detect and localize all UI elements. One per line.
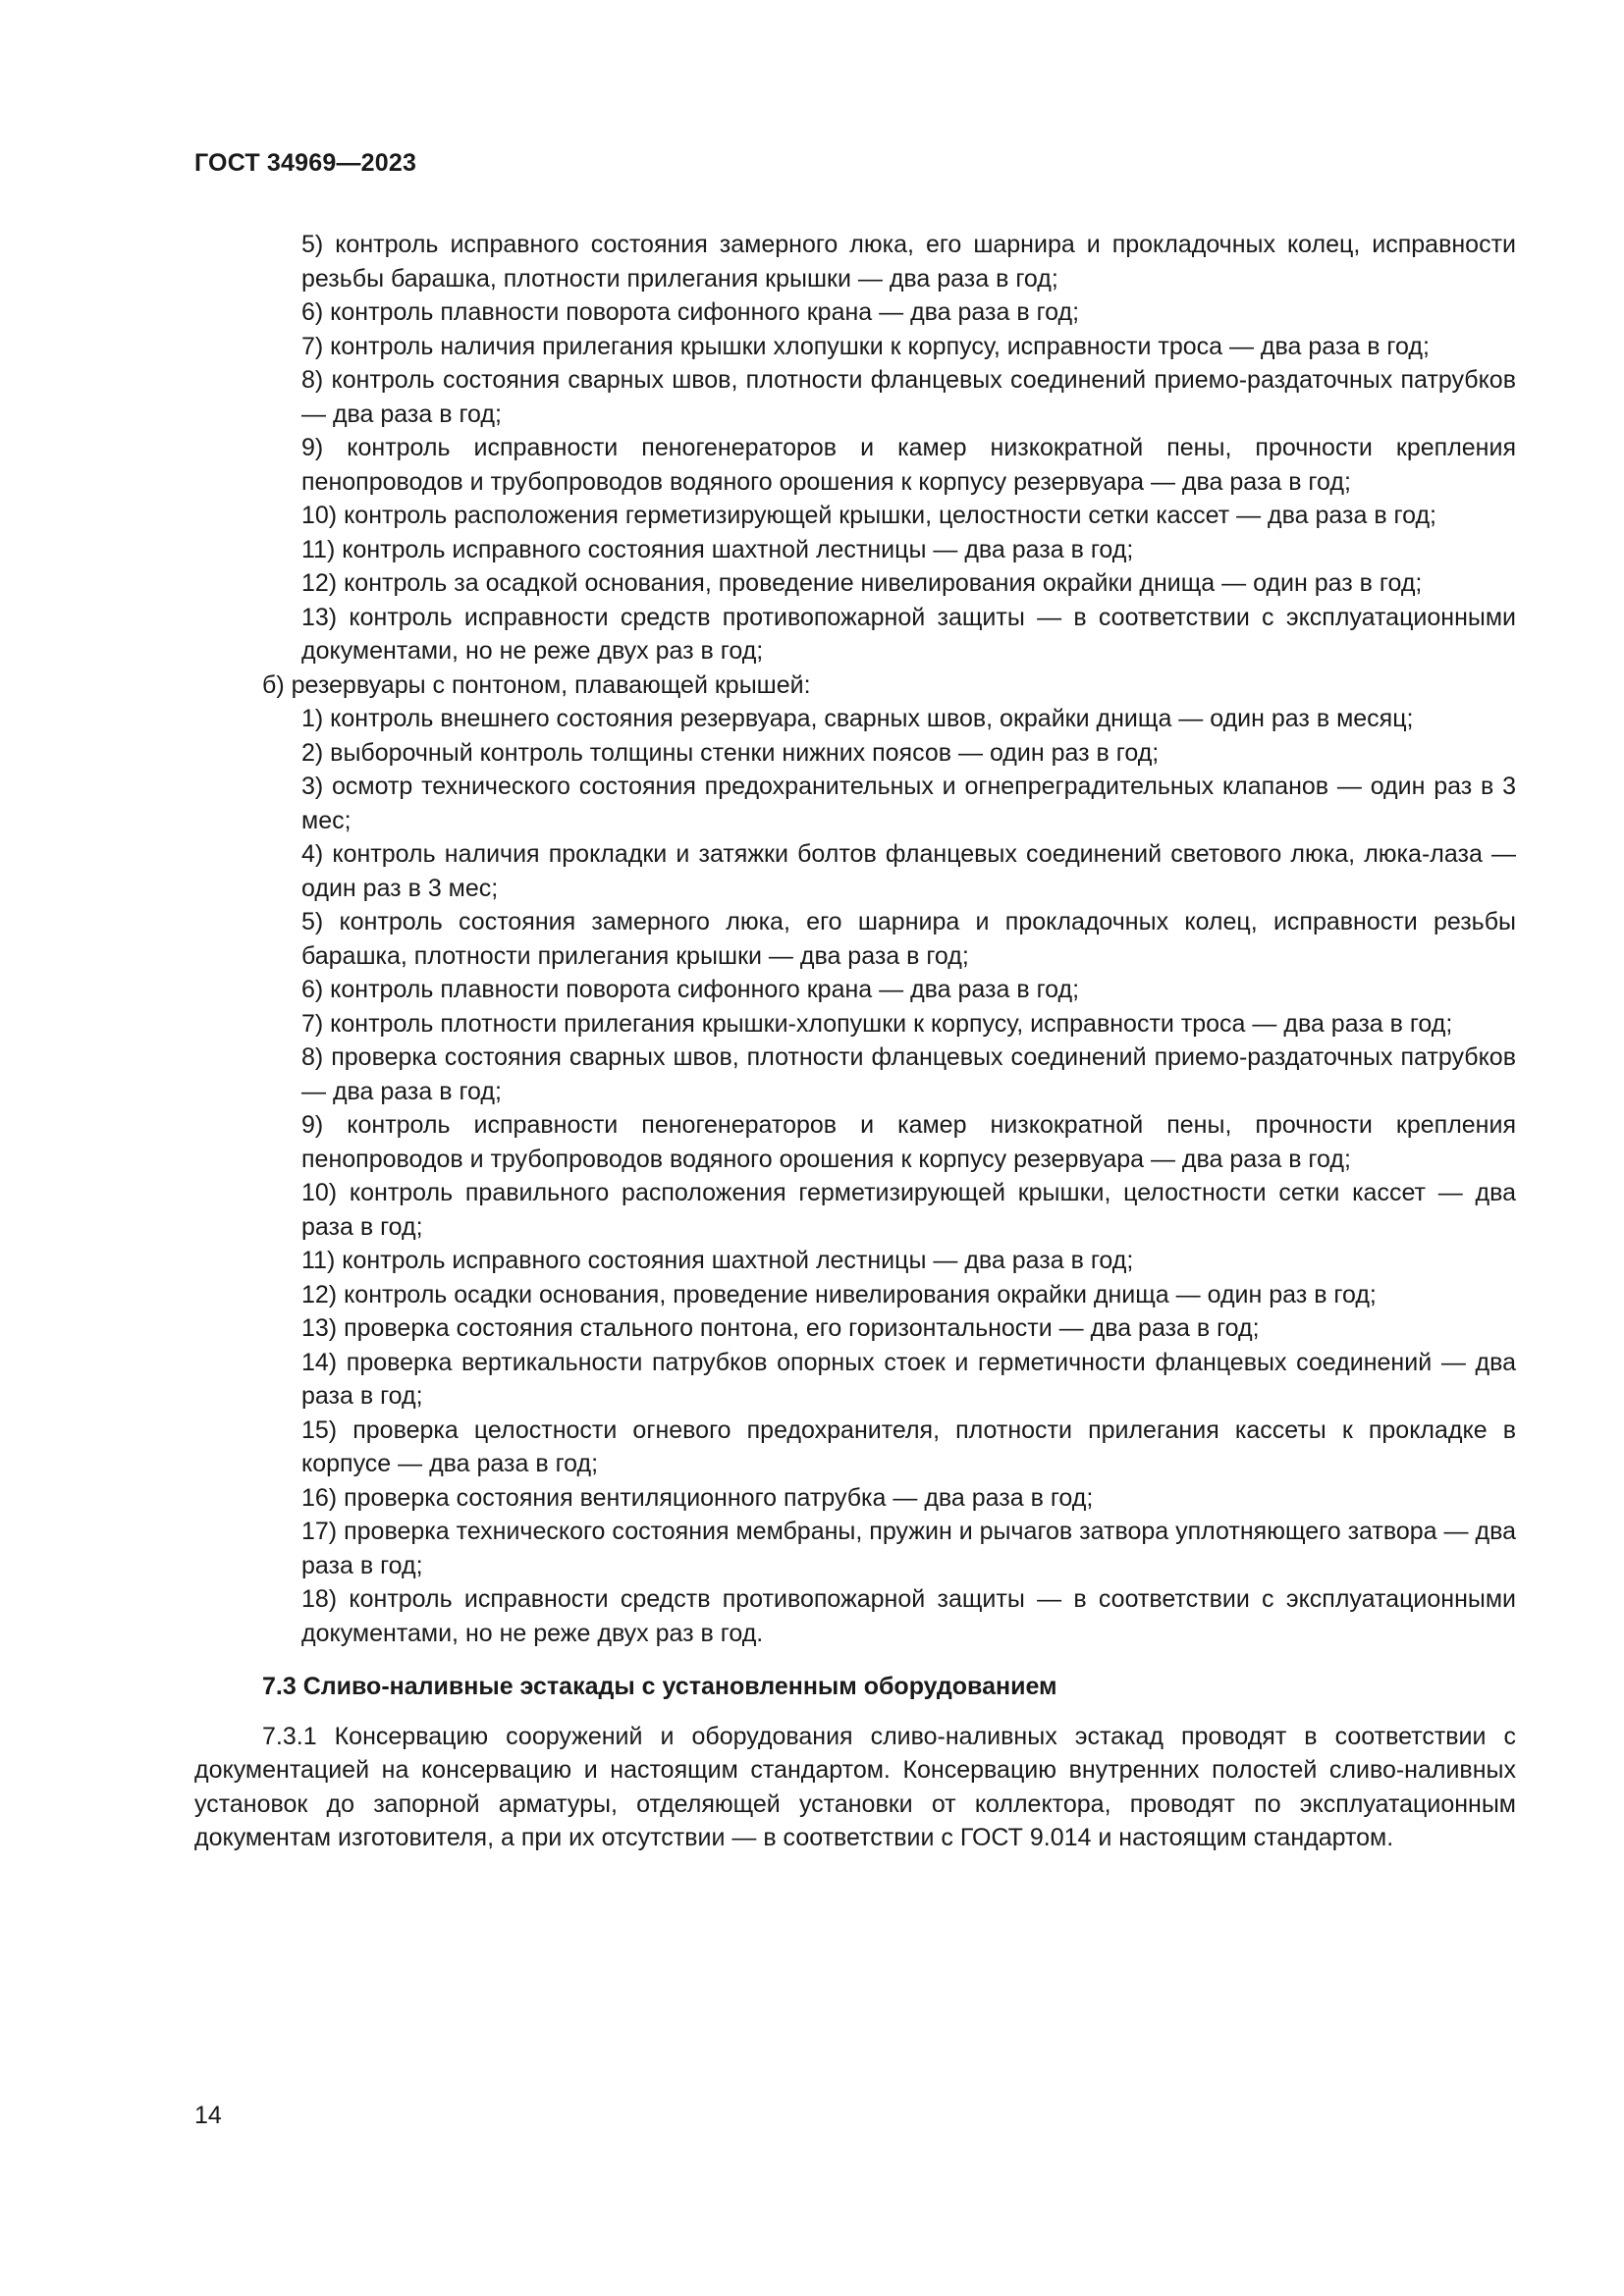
list-item: 11) контроль исправного состояния шахтной лестницы — два раза в год; <box>301 535 1134 563</box>
list-item: 16) проверка состояния вентиляционного патрубка — два раза в год; <box>301 1483 1094 1512</box>
list-item: 13) контроль исправности средств противопожарной защиты — в соответствии с эксплуатационными документами, но не реже двух раз в год; <box>301 603 1516 665</box>
list-item: 18) контроль исправности средств противопожарной защиты — в соответствии с эксплуатационными документами, но не реже двух раз в год. <box>301 1585 1516 1647</box>
list-item: 11) контроль исправного состояния шахтной лестницы — два раза в год; <box>301 1247 1134 1274</box>
list-b <box>0 702 1624 1650</box>
list-item: 8) проверка состояния сварных швов, плотности фланцевых соединений приемо-раздаточных патрубков — два раза в год; <box>301 1043 1516 1105</box>
list-item: 2) выборочный контроль толщины стенки нижних поясов — один раз в год; <box>301 738 1160 767</box>
section-heading: 7.3 Сливо-наливные эстакады с установленным оборудованием <box>262 1673 1057 1700</box>
list-item: 6) контроль плавности поворота сифонного крана — два раза в год; <box>301 298 1080 326</box>
list-item: 9) контроль исправности пеногенераторов и камер низкократной пены, прочности крепления пенопроводов и трубопроводов водяного орошения к корпусу резервуара — два раза в год; <box>301 1111 1516 1173</box>
list-item: 8) контроль состояния сварных швов, плотности фланцевых соединений приемо-раздаточных патрубков — два раза в год; <box>301 366 1516 428</box>
list-item: 4) контроль наличия прокладки и затяжки болтов фланцевых соединений светового люка, люка-лаза — один раз в 3 мес; <box>301 840 1516 902</box>
list-item: 10) контроль расположения герметизирующей крышки, целостности сетки кассет — два раза в год; <box>301 502 1437 529</box>
list-b-title: б) резервуары с понтоном, плавающей крышей: <box>262 670 811 699</box>
list-item: 6) контроль плавности поворота сифонного крана — два раза в год; <box>301 976 1080 1003</box>
list-item: 5) контроль исправного состояния замерного люка, его шарнира и прокладочных колец, исправности резьбы барашка, плотности прилегания крышки — два раза в год; <box>301 231 1516 293</box>
list-item: 1) контроль внешнего состояния резервуара, сварных швов, окрайки днища — один раз в месяц; <box>301 705 1414 732</box>
list-item: 15) проверка целостности огневого предохранителя, плотности прилегания кассеты к прокладке в корпусе — два раза в год; <box>301 1415 1516 1477</box>
page-content <box>0 228 1624 1855</box>
list-item: 14) проверка вертикальности патрубков опорных стоек и герметичности фланцевых соединений — два раза в год; <box>301 1348 1516 1410</box>
list-item: 12) контроль за осадкой основания, проведение нивелирования окрайки днища — один раз в год; <box>301 569 1423 597</box>
list-item: 13) проверка состояния стального понтона, его горизонтальности — два раза в год; <box>301 1314 1260 1342</box>
list-item: 10) контроль правильного расположения герметизирующей крышки, целостности сетки кассет — два раза в год; <box>301 1179 1516 1241</box>
list-item: 9) контроль исправности пеногенераторов и камер низкократной пены, прочности крепления пенопроводов и трубопроводов водяного орошения к корпусу резервуара — два раза в год; <box>301 434 1516 496</box>
list-item: 7) контроль наличия прилегания крышки хлопушки к корпусу, исправности троса — два раза в год; <box>301 332 1430 360</box>
list-item: 5) контроль состояния замерного люка, его шарнира и прокладочных колец, исправности резьбы барашка, плотности прилегания крышки — два раза в год; <box>301 908 1516 970</box>
list-a <box>0 228 1624 668</box>
section-paragraph: 7.3.1 Консервацию сооружений и оборудования сливо-наливных эстакад проводят в соответствии с документацией на консервацию и настоящим стандартом. Консервацию внутренних полостей сливо-наливных установок до запорной арматуры, отделяющей установки от коллектора, проводят по эксплуатационным документам изготовителя, а при их отсутствии — в соответствии с ГОСТ 9.014 и настоящим стандартом. <box>194 1722 1516 1851</box>
document-code-header: ГОСТ 34969—2023 <box>194 149 417 177</box>
page-number: 14 <box>194 2102 222 2129</box>
list-item: 7) контроль плотности прилегания крышки-хлопушки к корпусу, исправности троса — два раза в год; <box>301 1009 1453 1038</box>
list-item: 3) осмотр технического состояния предохранительных и огнепреградительных клапанов — один раз в 3 мес; <box>301 773 1516 834</box>
list-item: 17) проверка технического состояния мембраны, пружин и рычагов затвора уплотняющего затвора — два раза в год; <box>301 1518 1516 1579</box>
list-item: 12) контроль осадки основания, проведение нивелирования окрайки днища — один раз в год; <box>301 1280 1377 1308</box>
